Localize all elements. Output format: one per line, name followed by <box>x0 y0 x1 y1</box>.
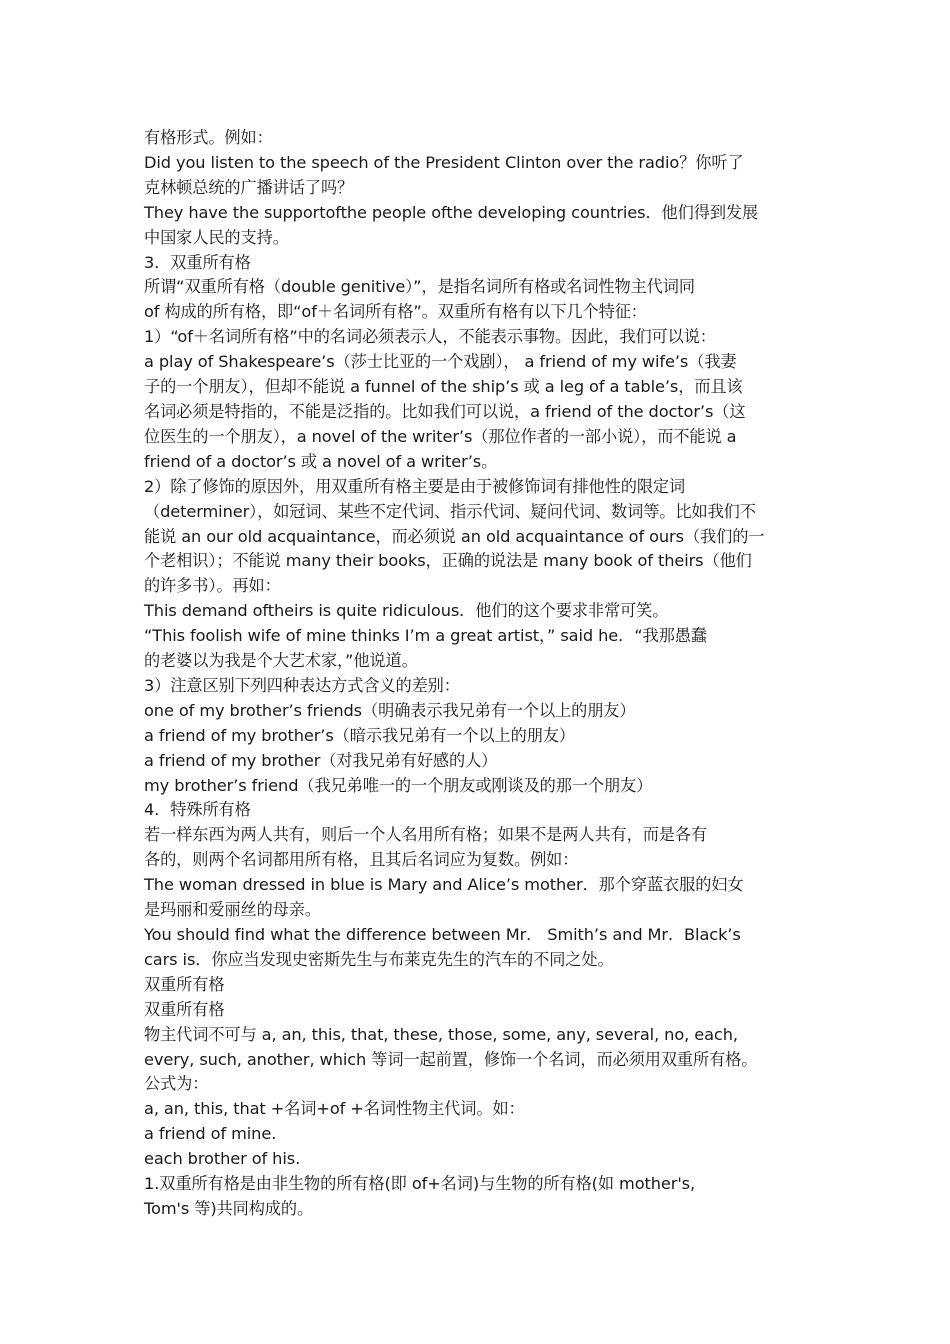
text-line: 所谓“双重所有格（double genitive）”，是指名词所有格或名词性物主代词同 <box>144 277 695 297</box>
text-line: cars is．你应当发现史密斯先生与布莱克先生的汽车的不同之处。 <box>144 949 614 969</box>
text-line: The woman dressed in blue is Mary and Alice’s mother．那个穿蓝衣服的妇女 <box>144 875 744 895</box>
text-line: Did you listen to the speech of the President Clinton over the radio？你听了 <box>144 152 744 172</box>
text-line: 若一样东西为两人共有，则后一个人名用所有格；如果不是两人共有，而是各有 <box>144 825 708 845</box>
text-line: 子的一个朋友），但却不能说 a funnel of the ship’s 或 a leg of a table’s，而且该 <box>144 377 743 397</box>
text-line: 1）“of＋名词所有格”中的名词必须表示人，不能表示事物。因此，我们可以说： <box>144 327 716 347</box>
text-line: They have the supportofthe people ofthe developing countries．他们得到发展 <box>144 202 759 222</box>
text-line: 的许多书）。再如： <box>144 576 281 596</box>
text-line: 3）注意区别下列四种表达方式含义的差别： <box>144 675 460 695</box>
text-line: “This foolish wife of mine thinks I’m a great artist，” said he．“我那愚蠢 <box>144 626 707 646</box>
text-line: my brother’s friend（我兄弟唯一的一个朋友或刚谈及的那一个朋友） <box>144 775 653 795</box>
text-line: （determiner），如冠词、某些不定代词、指示代词、疑问代词、数词等。比如我们不 <box>144 501 756 521</box>
text-line: 名词必须是特指的，不能是泛指的。比如我们可以说，a friend of the doctor’s（这 <box>144 401 746 421</box>
text-line: 有格形式。例如： <box>144 128 273 147</box>
text-line: every, such, another, which 等词一起前置，修饰一个名词，而必须用双重所有格。 <box>144 1049 758 1069</box>
text-line: 的老婆以为我是个大艺术家，”他说道。 <box>144 651 418 671</box>
document-body <box>144 126 834 1222</box>
text-line: a friend of my brother’s（暗示我兄弟有一个以上的朋友） <box>144 725 575 745</box>
section-heading: 3．双重所有格 <box>144 252 251 272</box>
text-line: 中国家人民的支持。 <box>144 227 289 247</box>
text-line: 克林顿总统的广播讲话了吗？ <box>144 177 354 197</box>
text-line: 位医生的一个朋友），a novel of the writer’s（那位作者的一部小说），而不能说 a <box>144 426 737 446</box>
text-line: You should find what the difference between Mr． Smith’s and Mr．Black’s <box>144 925 741 944</box>
text-line: 物主代词不可与 a, an, this, that, these, those, some, any, several, no, each, <box>144 1024 738 1044</box>
text-line: one of my brother’s friends（明确表示我兄弟有一个以上的朋友） <box>144 700 636 720</box>
section-heading: 4．特殊所有格 <box>144 800 251 820</box>
text-line: a play of Shakespeare’s（莎士比亚的一个戏剧）， a friend of my wife’s（我妻 <box>144 352 737 372</box>
text-line: 各的，则两个名词都用所有格，且其后名词应为复数。例如： <box>144 850 579 870</box>
text-line: 个老相识）；不能说 many their books，正确的说法是 many book of theirs（他们 <box>144 551 752 571</box>
text-line: Tom's 等)共同构成的。 <box>144 1198 314 1218</box>
text-line: 2）除了修饰的原因外，用双重所有格主要是由于被修饰词有排他性的限定词 <box>144 476 686 496</box>
text-line: a friend of mine. <box>144 1124 277 1144</box>
text-line: This demand oftheirs is quite ridiculous．他们的这个要求非常可笑。 <box>144 601 669 621</box>
text-line: a, an, this, that +名词+of +名词性物主代词。如： <box>144 1099 525 1119</box>
text-line: of 构成的所有格，即“of＋名词所有格”。双重所有格有以下几个特征： <box>144 302 647 322</box>
text-line: 是玛丽和爱丽丝的母亲。 <box>144 900 321 920</box>
text-line: 公式为： <box>144 1074 209 1094</box>
text-line: friend of a doctor’s 或 a novel of a writer’s。 <box>144 451 498 471</box>
text-line: a friend of my brother（对我兄弟有好感的人） <box>144 750 498 770</box>
text-line: 能说 an our old acquaintance，而必须说 an old acquaintance of ours（我们的一 <box>144 526 765 546</box>
section-heading: 双重所有格 <box>144 974 225 994</box>
text-line: each brother of his. <box>144 1149 301 1169</box>
section-heading: 双重所有格 <box>144 999 225 1019</box>
text-line: 1.双重所有格是由非生物的所有格(即 of+名词)与生物的所有格(如 mother's, <box>144 1174 696 1194</box>
